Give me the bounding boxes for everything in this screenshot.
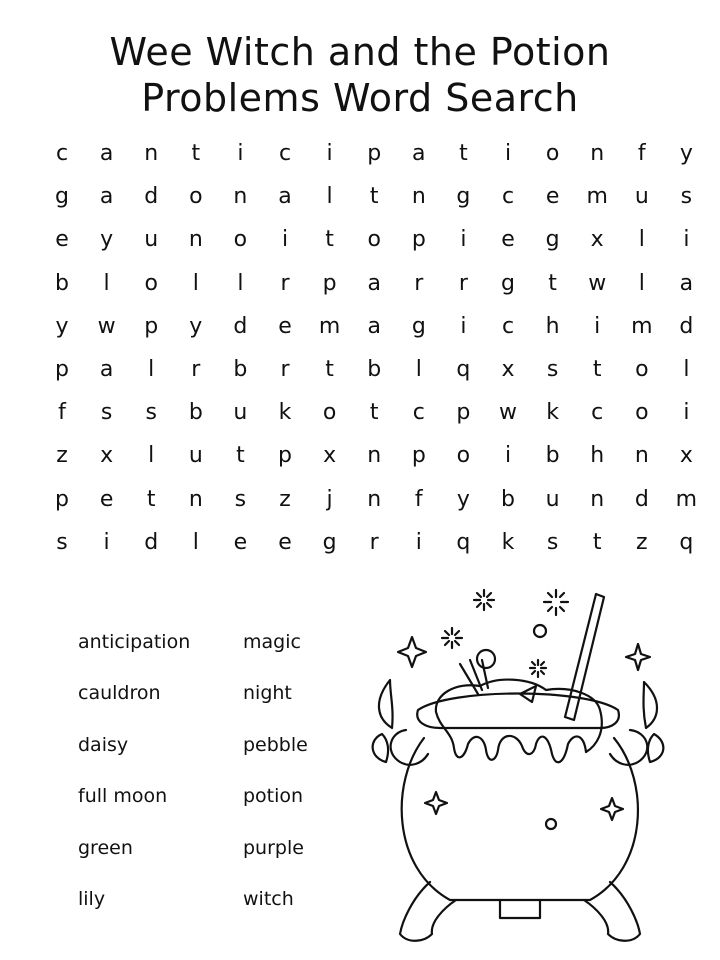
grid-letter: a [278, 184, 292, 210]
word-list-item: full moon [78, 785, 168, 808]
grid-letter: o [322, 400, 337, 426]
grid-letter: s [100, 400, 113, 426]
grid-letter: n [590, 486, 605, 512]
grid-letter: m [586, 184, 608, 210]
grid-letter: g [501, 270, 515, 296]
grid-letter: b [188, 400, 203, 426]
grid-letter: i [281, 227, 289, 253]
grid-letter: j [326, 486, 333, 512]
grid-letter: d [233, 313, 248, 339]
word-list-item: daisy [78, 733, 129, 756]
grid-letter: h [590, 443, 605, 469]
grid-letter: a [99, 357, 114, 382]
grid-letter: a [99, 141, 114, 166]
grid-letter: r [280, 270, 290, 296]
grid-letter: a [679, 270, 694, 296]
grid-letter: i [103, 529, 110, 555]
grid-letter: u [233, 400, 248, 426]
grid-letter: o [456, 443, 471, 469]
grid-letter: q [456, 357, 471, 382]
grid-letter: u [545, 486, 560, 512]
grid-letter: i [683, 400, 690, 426]
grid-letter: i [237, 141, 244, 166]
grid-letter: s [56, 529, 68, 555]
grid-letter: g [545, 227, 560, 253]
grid-letter: g [322, 529, 337, 555]
grid-letter: l [192, 270, 199, 296]
grid-letter: p [55, 357, 69, 382]
grid-letter: b [545, 443, 560, 469]
grid-letter: c [278, 141, 292, 166]
grid-letter: u [144, 227, 159, 253]
grid-letter: r [458, 270, 468, 296]
grid-letter: q [679, 529, 694, 555]
grid-letter: n [188, 486, 203, 512]
grid-letter: s [145, 400, 157, 426]
grid-letter: i [415, 529, 422, 555]
word-list-item: purple [243, 836, 304, 859]
grid-letter: w [588, 270, 607, 296]
grid-letter: r [191, 357, 201, 382]
grid-letter: c [501, 313, 515, 339]
grid-letter: f [58, 400, 66, 426]
grid-letter: t [325, 227, 334, 253]
grid-letter: x [590, 227, 604, 253]
letter-grid [40, 132, 698, 562]
grid-letter: n [634, 443, 649, 469]
grid-letter: y [679, 141, 693, 166]
grid-letter: p [411, 443, 426, 469]
grid-letter: x [679, 443, 693, 469]
grid-letter: c [501, 184, 515, 210]
grid-letter: l [148, 357, 155, 382]
grid-letter: e [278, 313, 292, 339]
grid-letter: k [278, 400, 292, 426]
grid-letter: x [323, 443, 337, 469]
grid-letter: z [636, 529, 648, 555]
word-list-item: green [78, 836, 133, 859]
grid-letter: o [545, 141, 560, 166]
grid-letter: s [546, 357, 559, 382]
grid-letter: a [367, 313, 381, 339]
grid-letter: l [638, 270, 645, 296]
grid-letter: l [683, 357, 690, 382]
grid-letter: p [278, 443, 292, 469]
grid-letter: p [367, 141, 382, 166]
grid-letter: b [233, 357, 248, 382]
grid-letter: t [325, 357, 334, 382]
grid-letter: g [55, 184, 69, 210]
grid-letter: r [369, 529, 379, 555]
word-list-item: night [243, 682, 292, 705]
grid-letter: e [55, 227, 69, 253]
grid-letter: p [144, 313, 159, 339]
grid-letter: i [504, 141, 512, 166]
grid-letter: m [675, 486, 698, 512]
word-list [78, 630, 378, 930]
grid-letter: i [504, 443, 512, 469]
grid-letter: b [367, 357, 382, 382]
grid-letter: o [367, 227, 381, 253]
grid-letter: x [100, 443, 114, 469]
grid-letter: l [192, 529, 199, 555]
grid-letter: e [278, 529, 292, 555]
grid-letter: c [412, 400, 425, 426]
grid-letter: z [279, 486, 291, 512]
grid-letter: l [148, 443, 155, 469]
grid-letter: o [144, 270, 158, 296]
grid-letter: t [369, 400, 379, 426]
grid-letter: c [55, 141, 69, 166]
word-list-item: anticipation [78, 631, 191, 653]
grid-letter: l [237, 270, 244, 296]
word-list-item: pebble [243, 733, 308, 756]
grid-letter: b [55, 270, 69, 296]
grid-letter: g [411, 313, 426, 339]
grid-letter: d [634, 486, 649, 512]
cauldron-icon [360, 582, 680, 952]
grid-letter: p [55, 486, 69, 512]
grid-letter: n [367, 486, 382, 512]
word-list-item: lily [78, 888, 106, 910]
grid-letter: d [679, 313, 694, 339]
grid-letter: n [367, 443, 382, 469]
grid-letter: y [456, 486, 470, 512]
grid-letter: a [99, 184, 114, 210]
grid-letter: i [594, 313, 601, 339]
grid-letter: f [637, 141, 646, 166]
grid-letter: y [100, 227, 114, 253]
word-list-item: potion [243, 785, 304, 808]
grid-letter: w [97, 313, 116, 339]
grid-letter: l [415, 357, 422, 382]
grid-letter: n [233, 184, 248, 210]
grid-letter: f [414, 486, 423, 512]
grid-letter: y [55, 313, 69, 339]
grid-letter: g [456, 184, 471, 210]
grid-letter: o [635, 357, 649, 382]
grid-letter: e [99, 486, 114, 512]
title-line-2: Problems Word Search [141, 76, 579, 121]
grid-letter: n [590, 141, 605, 166]
grid-letter: l [103, 270, 110, 296]
grid-letter: t [459, 141, 468, 166]
grid-letter: s [546, 529, 559, 555]
grid-letter: o [233, 227, 248, 253]
grid-letter: r [414, 270, 424, 296]
grid-letter: t [592, 357, 602, 382]
grid-letter: k [501, 529, 515, 555]
grid-letter: m [631, 313, 653, 339]
grid-letter: a [367, 270, 381, 296]
grid-letter: o [189, 184, 203, 210]
grid-letter: i [460, 227, 467, 253]
grid-letter: u [188, 443, 203, 469]
word-list-item: cauldron [78, 682, 161, 705]
grid-letter: b [501, 486, 515, 512]
grid-letter: s [234, 486, 247, 512]
page-title [0, 29, 720, 121]
grid-letter: n [144, 141, 159, 166]
grid-letter: c [591, 400, 604, 426]
grid-letter: x [501, 357, 515, 382]
word-list-item: witch [243, 888, 294, 910]
grid-letter: e [233, 529, 248, 555]
grid-letter: s [680, 184, 693, 210]
grid-letter: t [548, 270, 557, 296]
grid-letter: n [188, 227, 203, 253]
grid-letter: m [318, 313, 341, 339]
title-line-1: Wee Witch and the Potion [109, 30, 611, 75]
grid-letter: l [326, 184, 333, 210]
grid-letter: a [412, 141, 426, 166]
grid-letter: l [638, 227, 645, 253]
grid-letter: e [545, 184, 560, 210]
grid-letter: z [56, 443, 68, 469]
grid-letter: t [369, 184, 379, 210]
grid-letter: e [501, 227, 515, 253]
grid-letter: y [189, 313, 203, 339]
grid-letter: o [635, 400, 649, 426]
grid-letter: t [592, 529, 602, 555]
word-list-item: magic [243, 631, 301, 653]
grid-letter: t [236, 443, 245, 469]
grid-letter: w [499, 400, 517, 426]
grid-letter: n [411, 184, 426, 210]
grid-letter: h [545, 313, 560, 339]
grid-letter: t [146, 486, 156, 512]
grid-letter: t [191, 141, 201, 166]
grid-letter: q [456, 529, 471, 555]
grid-letter: p [322, 270, 337, 296]
grid-letter: i [326, 141, 333, 166]
grid-letter: i [460, 313, 467, 339]
grid-letter: p [411, 227, 426, 253]
grid-letter: k [546, 400, 559, 426]
grid-letter: d [144, 184, 159, 210]
grid-letter: i [683, 227, 690, 253]
grid-letter: p [456, 400, 471, 426]
grid-letter: u [634, 184, 649, 210]
grid-letter: d [144, 529, 159, 555]
grid-letter: r [280, 357, 290, 382]
